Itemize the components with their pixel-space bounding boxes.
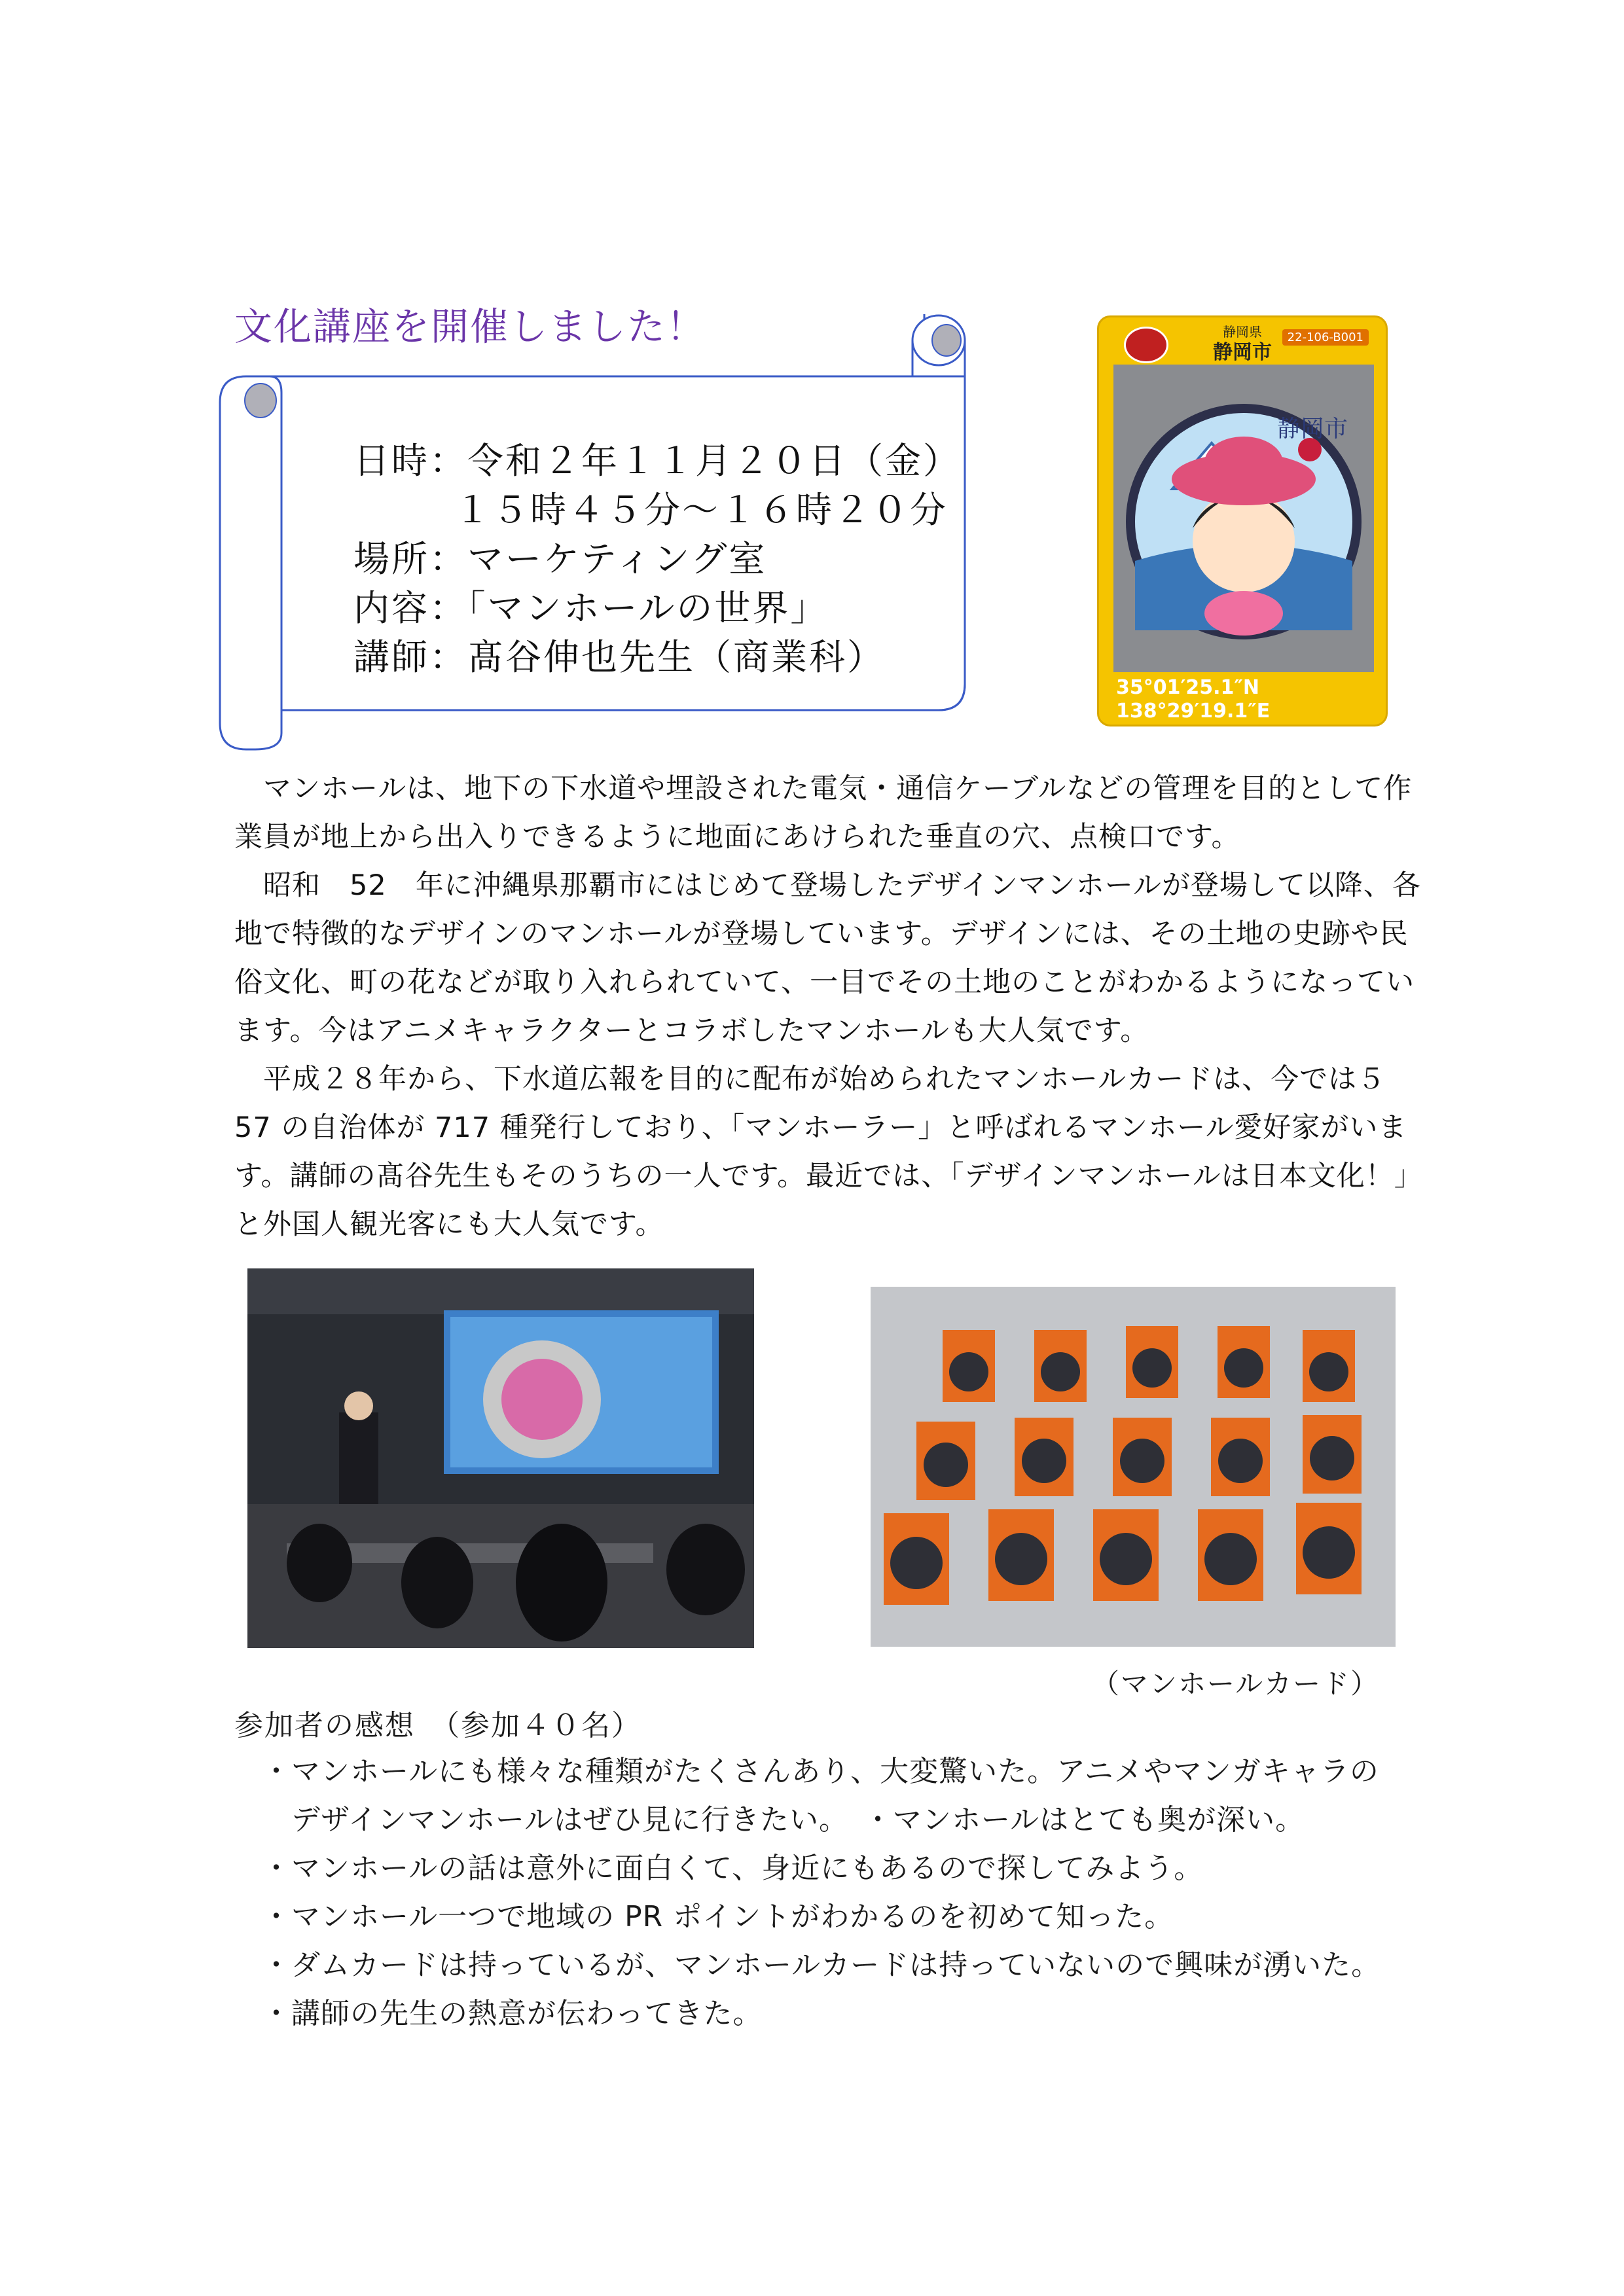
card-latitude: 35°01′25.1″N: [1116, 676, 1259, 699]
paragraph-3-line: す。講師の髙谷先生もそのうちの一人です。最近では、「デザインマンホールは日本文化！」: [234, 1160, 1423, 1193]
paragraph-2-line: ます。今はアニメキャラクターとコラボしたマンホールも大人気です。: [234, 1014, 1149, 1047]
card-photo: [1113, 365, 1374, 672]
impression-item: ・講師の先生の熱意が伝わってきた。: [262, 1997, 763, 2030]
event-time: １５時４５分～１６時２０分: [454, 489, 948, 531]
photo-caption: （マンホールカード）: [1092, 1668, 1380, 1700]
card-city: 静岡市: [1213, 341, 1272, 364]
paragraph-2: [234, 861, 1421, 1055]
paragraph-2-line: 俗文化、町の花などが取り入れられていて、一目でその土地のことがわかるようになってい: [234, 966, 1415, 999]
manhole-cards-photo: [871, 1287, 1396, 1647]
card-code: 22-106-B001: [1282, 329, 1369, 346]
page-title: 文化講座を開催しました！: [234, 304, 706, 349]
scroll-curl-left-icon: [245, 384, 276, 418]
paragraph-3: [234, 1055, 1423, 1249]
paragraph-1-line: マンホールは、地下の下水道や埋設された電気・通信ケーブルなどの管理を目的として作: [234, 772, 1413, 805]
paragraph-2-line: 地で特徴的なデザインのマンホールが登場しています。デザインには、その土地の史跡や民: [234, 918, 1409, 950]
impression-item: ・マンホールにも様々な種類がたくさんあり、大変驚いた。アニメやマンガキャラの: [262, 1755, 1379, 1788]
impression-item: ・マンホールの話は意外に面白くて、身近にもあるので探してみよう。: [262, 1852, 1204, 1885]
card-lid-text: 静岡市: [1277, 416, 1348, 442]
paragraph-2-line: 昭和 52 年に沖縄県那覇市にはじめて登場したデザインマンホールが登場して以降、各: [234, 869, 1421, 902]
card-longitude: 138°29′19.1″E: [1116, 700, 1271, 723]
impression-item: デザインマンホールはぜひ見に行きたい。 ・マンホールはとても奥が深い。: [262, 1803, 1305, 1837]
impressions-heading: 参加者の感想 （参加４０名）: [234, 1709, 641, 1742]
paragraph-1-line: 業員が地上から出入りできるように地面にあけられた垂直の穴、点検口です。: [234, 821, 1240, 853]
event-lecturer: 講師：髙谷伸也先生（商業科）: [353, 636, 886, 678]
impression-item: ・ダムカードは持っているが、マンホールカードは持っていないので興味が湧いた。: [262, 1948, 1381, 1982]
paragraph-3-line: 平成２８年から、下水道広報を目的に配布が始められたマンホールカードは、今では５: [234, 1063, 1386, 1096]
card-prefecture: 静岡県: [1223, 324, 1262, 340]
event-place: 場所：マーケティング室: [353, 538, 767, 580]
event-date: 日時：令和２年１１月２０日（金）: [353, 440, 962, 482]
event-content: 内容：「マンホールの世界」: [353, 587, 829, 629]
paragraph-3-line: 57 の自治体が 717 種発行しており、「マンホーラー」と呼ばれるマンホール愛好家がいま: [234, 1111, 1407, 1144]
paragraph-1: [234, 764, 1413, 861]
lecture-photo: [247, 1268, 754, 1648]
manhole-card-image: [1097, 315, 1388, 726]
impression-item: ・マンホール一つで地域の PR ポイントがわかるのを初めて知った。: [262, 1900, 1174, 1933]
paragraph-3-line: と外国人観光客にも大人気です。: [234, 1208, 664, 1241]
